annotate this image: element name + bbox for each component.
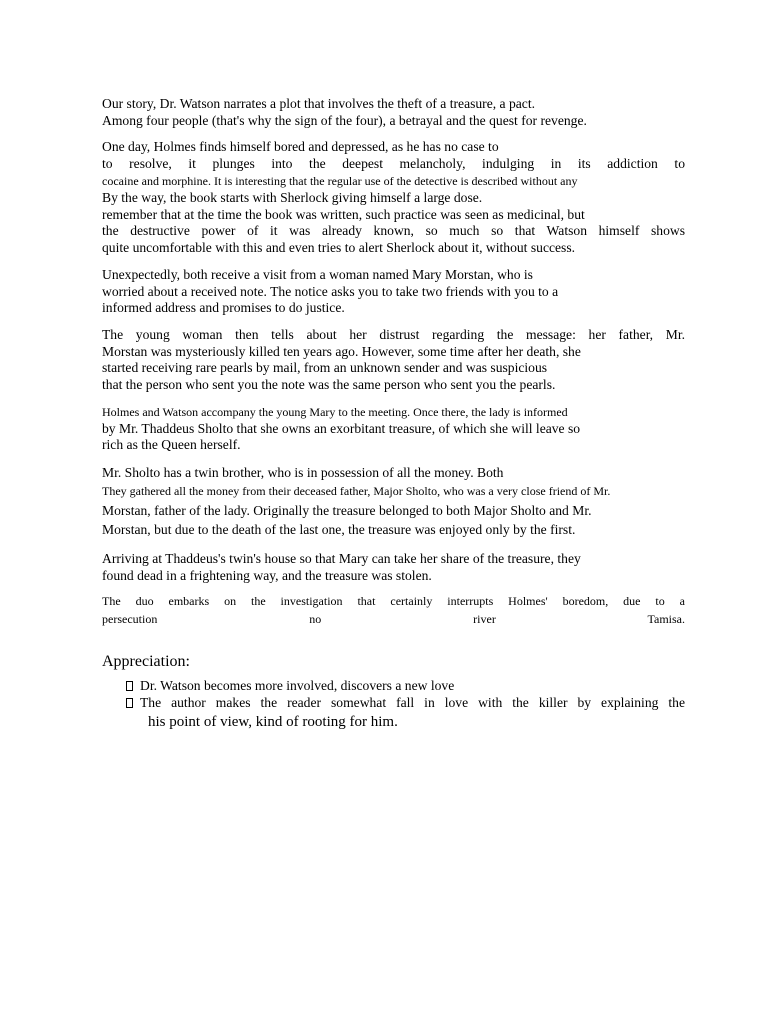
paragraph-3-line-1: Unexpectedly, both receive a visit from a woman named Mary Morstan, who is xyxy=(102,267,533,282)
paragraph-4-line-3: started receiving rare pearls by mail, from an unknown sender and was suspicious xyxy=(102,360,548,375)
paragraph-6-line-1: Mr. Sholto has a twin brother, who is in possession of all the money. Both xyxy=(102,465,504,480)
paragraph-2-line-4: By the way, the book starts with Sherlock giving himself a large dose. xyxy=(102,190,483,205)
paragraph-2-line-3: cocaine and morphine. It is interesting that the regular use of the detective is described without any xyxy=(102,174,578,188)
paragraph-1-line-2: Among four people (that's why the sign of the four), a betrayal and the quest for revenge. xyxy=(102,113,587,128)
paragraph-4-line-2: Morstan was mysteriously killed ten years ago. However, some time after her death, she xyxy=(102,344,581,359)
paragraph-6-line-4: Morstan, but due to the death of the last one, the treasure was enjoyed only by the first. xyxy=(102,522,576,537)
paragraph-7-line-2: found dead in a frightening way, and the treasure was stolen. xyxy=(102,568,432,583)
paragraph-1-line-1: Our story, Dr. Watson narrates a plot that involves the theft of a treasure, a pact. xyxy=(102,96,536,111)
paragraph-3-line-3: informed address and promises to do justice. xyxy=(102,300,345,315)
paragraph-6-line-3: Morstan, father of the lady. Originally the treasure belonged to both Major Sholto and Mr. xyxy=(102,503,592,518)
paragraph-8-line-1: The duo embarks on the investigation that certainly interrupts Holmes' boredom, due to a xyxy=(102,594,685,608)
paragraph-2-line-1: One day, Holmes finds himself bored and depressed, as he has no case to xyxy=(102,139,499,154)
paragraph-6-line-2: They gathered all the money from their deceased father, Major Sholto, who was a very close friend of Mr. xyxy=(102,484,611,498)
paragraph-4-line-1: The young woman then tells about her distrust regarding the message: her father, Mr. xyxy=(102,327,685,342)
appreciation-item-1-text: Dr. Watson becomes more involved, discovers a new love xyxy=(140,678,455,693)
checkbox-bullet-icon xyxy=(126,698,133,708)
paragraph-8-line-2: persecution no river Tamisa. xyxy=(102,612,685,626)
paragraph-2-line-5: remember that at the time the book was written, such practice was seen as medicinal, but xyxy=(102,207,585,222)
paragraph-3-line-2: worried about a received note. The notice asks you to take two friends with you to a xyxy=(102,284,559,299)
paragraph-5-line-2: by Mr. Thaddeus Sholto that she owns an exorbitant treasure, of which she will leave so xyxy=(102,421,581,436)
paragraph-2-line-7: quite uncomfortable with this and even tries to alert Sherlock about it, without success. xyxy=(102,240,576,255)
paragraph-5-line-1: Holmes and Watson accompany the young Mary to the meeting. Once there, the lady is informed xyxy=(102,405,568,419)
paragraph-5-line-3: rich as the Queen herself. xyxy=(102,437,241,452)
paragraph-2-line-6: the destructive power of it was already known, so much so that Watson himself shows xyxy=(102,223,685,238)
checkbox-bullet-icon xyxy=(126,681,133,691)
paragraph-7-line-1: Arriving at Thaddeus's twin's house so that Mary can take her share of the treasure, they xyxy=(102,551,581,566)
appreciation-heading: Appreciation: xyxy=(102,653,190,670)
paragraph-2-line-2: to resolve, it plunges into the deepest melancholy, indulging in its addiction to xyxy=(102,156,685,171)
appreciation-item-2-text: The author makes the reader somewhat fall in love with the killer by explaining the xyxy=(140,695,685,710)
appreciation-item-2-continuation: his point of view, kind of rooting for him. xyxy=(148,714,398,730)
appreciation-item-1 xyxy=(126,678,454,694)
paragraph-4-line-4: that the person who sent you the note was the same person who sent you the pearls. xyxy=(102,377,556,392)
appreciation-item-2 xyxy=(126,695,685,711)
